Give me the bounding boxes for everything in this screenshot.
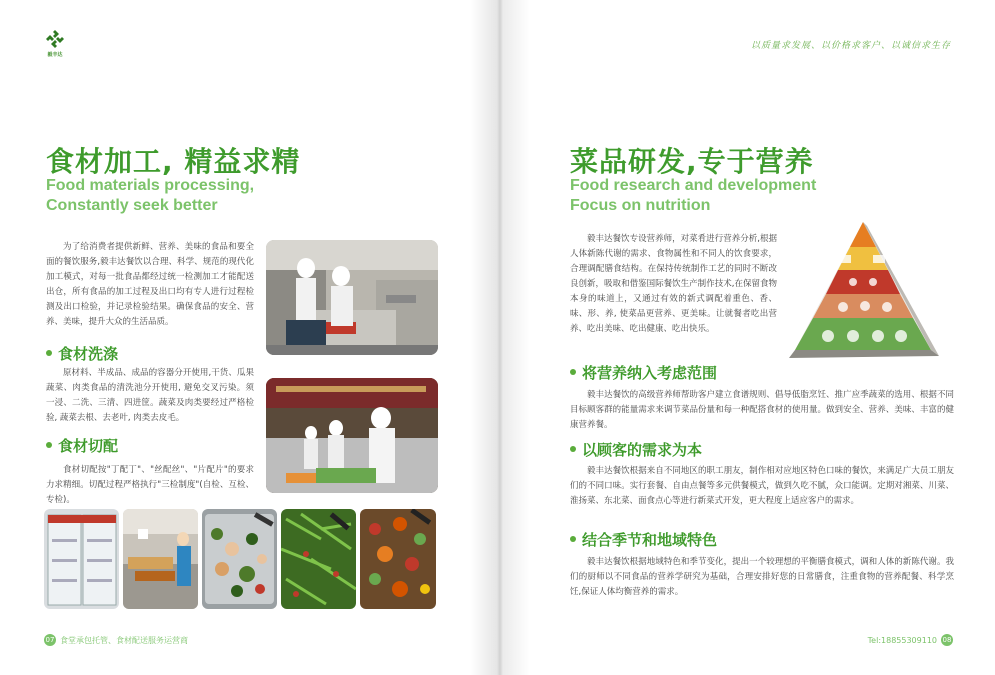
section-heading-cutting [46, 435, 118, 456]
footer-telephone: Tel:18855309110 [867, 635, 937, 645]
right-title-en-line2: Focus on nutrition [570, 197, 711, 214]
section-heading-customer [570, 439, 702, 460]
company-logo [40, 28, 70, 58]
section-heading-text: 将营养纳入考虑范围 [582, 364, 718, 382]
bullet-dot [46, 350, 52, 356]
left-title-cn: 食材加工, 精益求精 [46, 145, 301, 178]
season-paragraph: 毅丰达餐饮根据地域特色和季节变化，提出一个较理想的平衡膳食模式，调和人体的新陈代谢。我们的厨师以不同食品的营养学研究为基础，合理安排好您的日常膳食，注重食物的营养配餐、科学烹饪,保证人体均衡营养的需求。 [570, 557, 954, 597]
photo-buffet-counter [123, 509, 198, 609]
logo-text: 毅丰达 [47, 52, 63, 58]
section-heading-text: 食材切配 [58, 437, 119, 455]
kitchen-photo-chefs-cooking [266, 240, 438, 355]
logo-icon [44, 28, 66, 50]
section-heading-text: 食材洗涤 [58, 345, 119, 363]
section-heading-season [570, 529, 717, 550]
photo-sample-fridge [44, 509, 119, 609]
nutrition-paragraph: 毅丰达餐饮的高级营养师帮助客户建立食谱规则、倡导低脂烹饪、推广应季蔬菜的选用、根据不同目标顾客群的能量需求来调节菜品份量和每一种配搭食材的使用量。做到安全、营养、美味、丰富的健康营养餐。 [570, 390, 954, 430]
bullet-dot [46, 442, 52, 448]
left-title-en-line1: Food materials processing, [46, 177, 255, 194]
page-number-left: 07 [45, 636, 55, 644]
slogan: 以质量求发展、以价格求客户、以诚信求生存 [750, 41, 951, 51]
right-intro-paragraph: 毅丰达餐饮专设营养师，对菜肴进行营养分析,根据人体新陈代谢的需求、食物属性和不同人的饮食要求，合理调配膳食结构。在保持传统制作工艺的同时不断改良创新，吸取和借鉴国际餐饮生产制作技术,在保留食物本身的味道上，又通过有效的新式调配着重色、香、味、形、养, 使菜品更营养、更美味。让就餐者吃出营养、吃出美味、吃出健康、吃出快乐。 [570, 234, 777, 334]
section-heading-washing [46, 343, 118, 364]
footer-tagline: 食堂承包托管、食材配送服务运营商 [60, 635, 188, 645]
page-number-right: 08 [942, 636, 952, 644]
left-footer [44, 634, 188, 646]
section-heading-text: 以顾客的需求为本 [582, 441, 703, 459]
photo-green-beans [281, 509, 356, 609]
right-title-en-line1: Food research and development [570, 177, 817, 194]
bullet-dot [570, 369, 576, 375]
book-spine-shadow [470, 0, 530, 675]
food-pyramid-illustration [783, 222, 943, 372]
cutting-paragraph: 食材切配按"丁配丁"、"丝配丝"、"片配片"的要求力求精细。切配过程严格执行"三检制度"(自检、互检、专检)。 [46, 465, 254, 505]
photo-vegetable-dish [202, 509, 277, 609]
right-page [498, 0, 995, 675]
bullet-dot [570, 446, 576, 452]
kitchen-photo-chefs-cutting [266, 378, 438, 493]
customer-paragraph: 毅丰达餐饮根据来自不同地区的职工朋友，制作相对应地区特色口味的餐饮，来满足广大员工朋友们的不同口味。实行套餐、自由点餐等多元供餐模式，做到久吃不腻，众口能调。定期对湘菜、川菜、淮扬菜、东北菜、面食点心等进行新菜式开发，更大程度上适应客户的需求。 [570, 466, 954, 506]
photo-stir-fry-dish [360, 509, 436, 609]
right-title-cn: 菜品研发,专于营养 [570, 145, 814, 178]
left-title-en-line2: Constantly seek better [46, 197, 218, 214]
section-heading-text: 结合季节和地域特色 [582, 531, 718, 549]
right-footer [868, 634, 953, 646]
section-heading-nutrition [570, 362, 717, 383]
washing-paragraph: 原材料、半成品、成品的容器分开使用,干货、瓜果蔬菜、肉类食品的清洗池分开使用, 避免交叉污染。须一浸、二洗、三清、四进筐。蔬菜及肉类要经过严格检验, 蔬菜去根、去老叶, 肉类去皮毛。 [46, 368, 254, 423]
bullet-dot [570, 536, 576, 542]
left-intro-paragraph: 为了给消费者提供新鲜、营养、美味的食品和要全面的餐饮服务,毅丰达餐饮以合理、科学、规范的现代化加工模式，对每一批食品都经过统一检测加工才能配送出仓，所有食品的加工过程及出口均有专人进行过程检测及出口检验，并记录检验结果。确保食品的安全、营养、美味，提升大众的生活品质。 [46, 242, 254, 327]
